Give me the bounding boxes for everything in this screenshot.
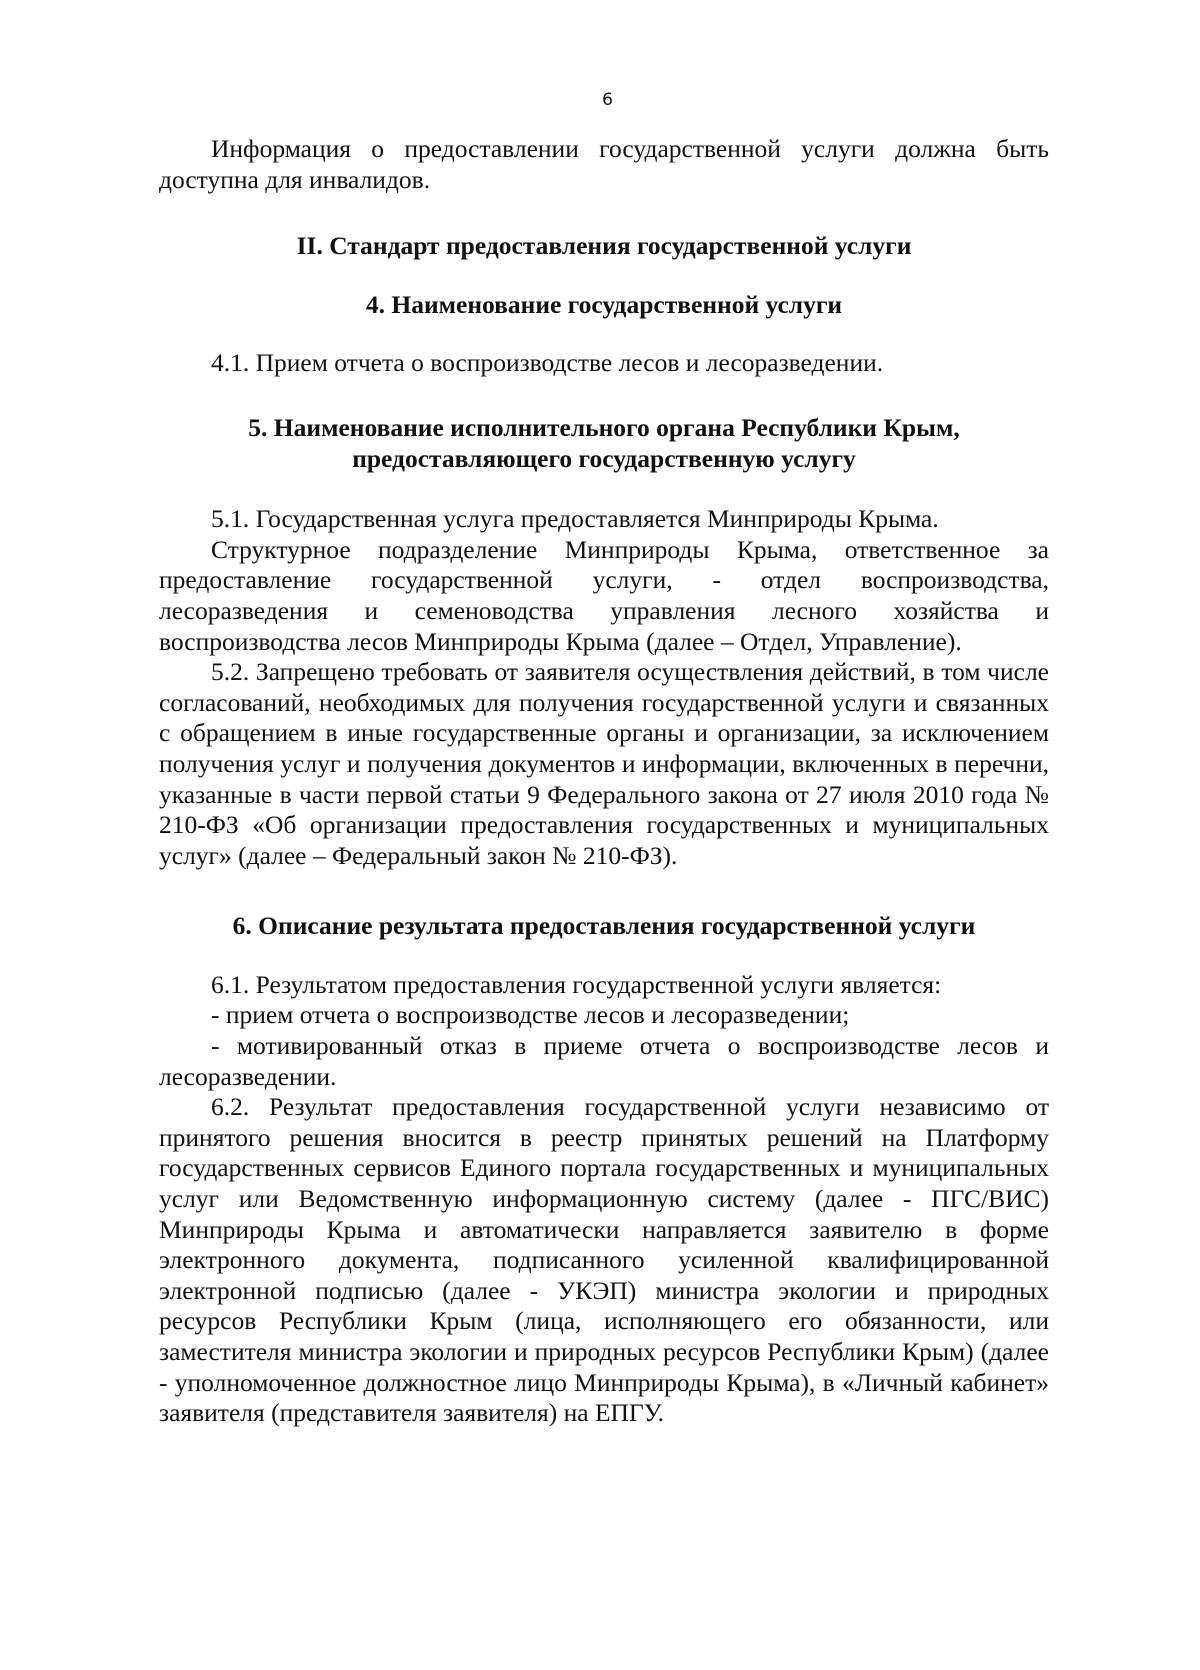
heading-5-line-2: предоставляющего государственную услугу xyxy=(352,443,856,473)
heading-6: 6. Описание результата предоставления государственной услуги xyxy=(232,911,976,941)
paragraph-6-1: 6.1. Результатом предоставления государственной услуги является: xyxy=(211,969,942,999)
intro-paragraph: Информация о предоставлении государственной услуги должна быть доступна для инвалидов. xyxy=(159,134,1049,194)
paragraph-5-2: 5.2. Запрещено требовать от заявителя осуществления действий, в том числе согласований, необходимых для получения государственной услуги и связанных с обращением в иные государственные органы и организации, за исключением получения услуг и получения документов и информации, включенных в перечни, указанные в части первой статьи 9 Федерального закона от 27 июля 2010 года № 210-ФЗ «Об организации предоставления государственных и муниципальных услуг» (далее – Федеральный закон № 210-ФЗ). xyxy=(159,657,1049,870)
heading-4: 4. Наименование государственной услуги xyxy=(365,289,843,319)
paragraph-6-1-item-b: - мотивированный отказ в приеме отчета о воспроизводстве лесов и лесоразведении. xyxy=(159,1031,1049,1091)
paragraph-5-1-subdivision: Структурное подразделение Минприроды Крыма, ответственное за предоставление государственной услуги, - отдел воспроизводства, лесоразведения и семеноводства управления лесного хозяйства и воспроизводства лесов Минприроды Крыма (далее – Отдел, Управление). xyxy=(159,534,1049,656)
document-body xyxy=(159,134,1049,1429)
paragraph-4-1: 4.1. Прием отчета о воспроизводстве лесов и лесоразведении. xyxy=(211,348,884,378)
page-number: 6 xyxy=(602,90,613,110)
section-title: II. Стандарт предоставления государственной услуги xyxy=(296,231,912,261)
paragraph-6-1-item-a: - прием отчета о воспроизводстве лесов и лесоразведении; xyxy=(211,1000,850,1030)
heading-5 xyxy=(159,413,1049,474)
paragraph-5-1: 5.1. Государственная услуга предоставляется Минприроды Крыма. xyxy=(211,504,939,534)
paragraph-6-2: 6.2. Результат предоставления государственной услуги независимо от принятого решения вносится в реестр принятых решений на Платформу государственных сервисов Единого портала государственных и муниципальных услуг или Ведомственную информационную систему (далее - ПГС/ВИС) Минприроды Крыма и автоматически направляется заявителю в форме электронного документа, подписанного усиленной квалифицированной электронной подписью (далее - УКЭП) министра экологии и природных ресурсов Республики Крым (лица, исполняющего его обязанности, или заместителя министра экологии и природных ресурсов Республики Крым) (далее - уполномоченное должностное лицо Минприроды Крыма), в «Личный кабинет» заявителя (представителя заявителя) на ЕПГУ. xyxy=(159,1092,1049,1428)
heading-5-line-1: 5. Наименование исполнительного органа Республики Крым, xyxy=(248,412,960,442)
